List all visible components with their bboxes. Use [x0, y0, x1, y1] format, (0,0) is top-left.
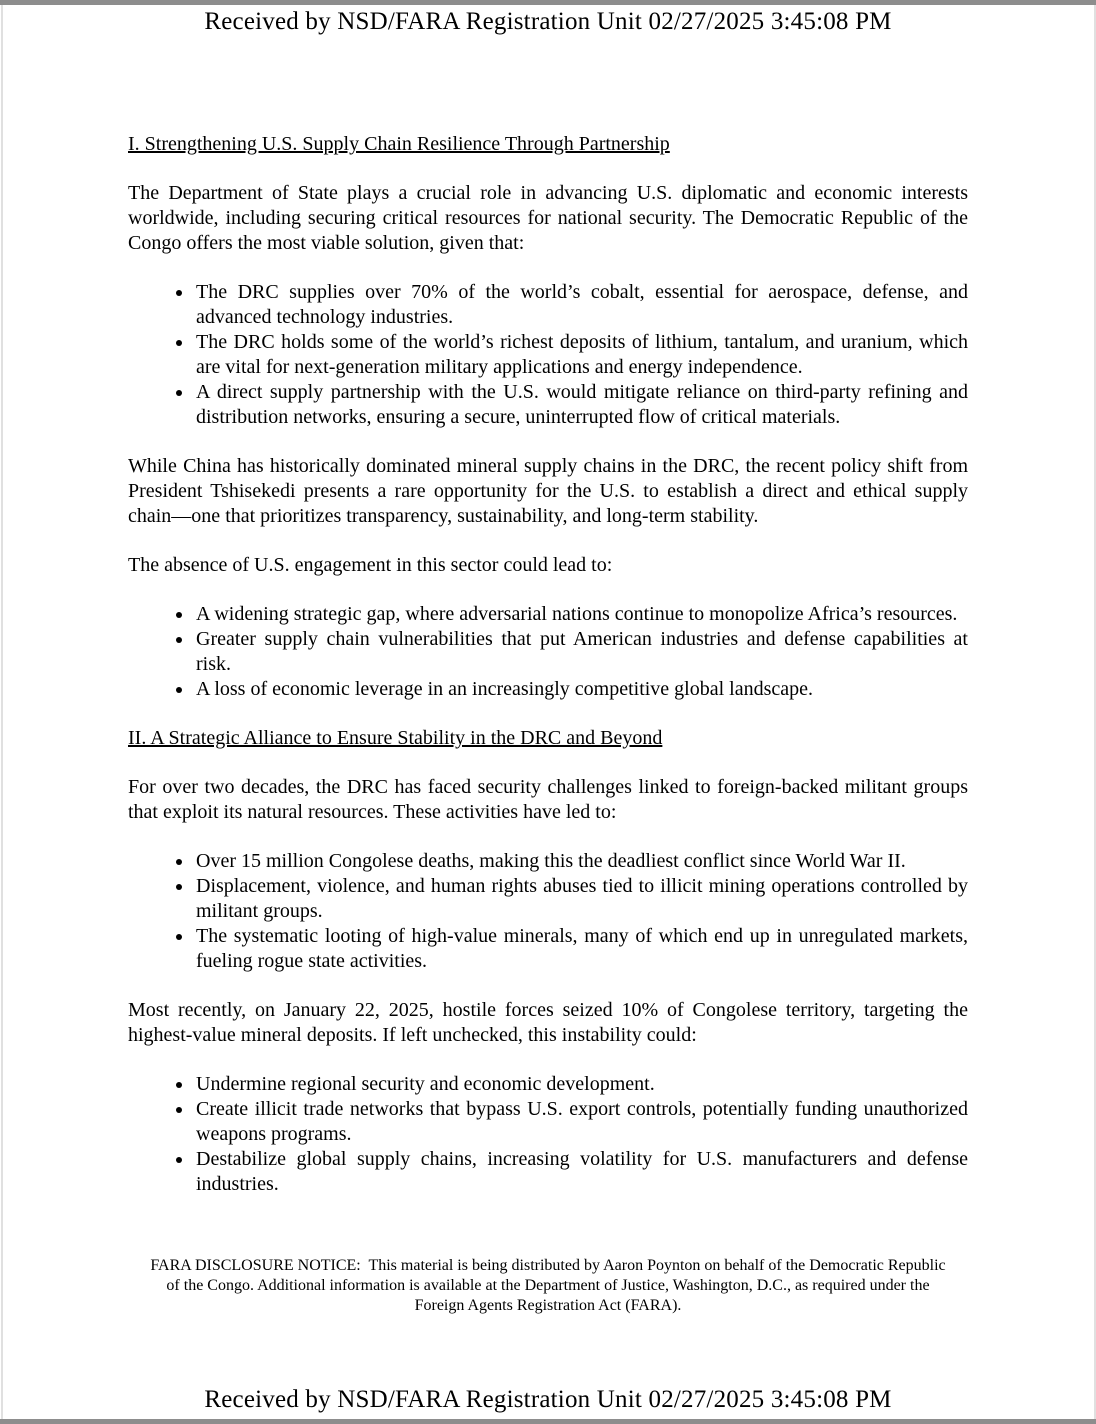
list-item: • Destabilize global supply chains, increasing volatility for U.S. manufacturers and defense industries. — [194, 1147, 968, 1197]
section-2-intro-paragraph: For over two decades, the DRC has faced security challenges linked to foreign-backed militant groups that exploit its natural resources. These activities have led to: — [128, 776, 968, 823]
section-2-bullet-list-2 — [128, 1072, 968, 1197]
list-item: • A loss of economic leverage in an increasingly competitive global landscape. — [194, 677, 968, 702]
section-2-paragraph-2: Most recently, on January 22, 2025, hostile forces seized 10% of Congolese territory, targeting the highest-value mineral deposits. If left unchecked, this instability could: — [128, 999, 968, 1046]
section-1-paragraph-3: The absence of U.S. engagement in this sector could lead to: — [128, 554, 613, 576]
list-item: • The DRC holds some of the world’s richest deposits of lithium, tantalum, and uranium, which are vital for next-generation military applications and energy independence. — [194, 330, 968, 380]
list-item: • Displacement, violence, and human rights abuses tied to illicit mining operations controlled by militant groups. — [194, 874, 968, 924]
scan-edge-left — [1, 5, 3, 1419]
list-item: • Create illicit trade networks that bypass U.S. export controls, potentially funding unauthorized weapons programs. — [194, 1097, 968, 1147]
list-item: • Greater supply chain vulnerabilities that put American industries and defense capabilities at risk. — [194, 627, 968, 677]
fara-received-stamp-footer: Received by NSD/FARA Registration Unit 02/27/2025 3:45:08 PM — [204, 1386, 892, 1413]
section-1-bullet-list-2 — [128, 602, 968, 702]
list-item: • Over 15 million Congolese deaths, making this the deadliest conflict since World War II. — [194, 849, 968, 874]
scan-edge-bottom — [0, 1419, 1096, 1424]
section-2-heading: II. A Strategic Alliance to Ensure Stability in the DRC and Beyond — [128, 727, 663, 749]
list-item: • Undermine regional security and economic development. — [194, 1072, 968, 1097]
list-item: • A direct supply partnership with the U.S. would mitigate reliance on third-party refining and distribution networks, ensuring a secure, uninterrupted flow of critical materials. — [194, 380, 968, 430]
fara-received-stamp-header: Received by NSD/FARA Registration Unit 02/27/2025 3:45:08 PM — [204, 8, 892, 35]
section-1-paragraph-2: While China has historically dominated mineral supply chains in the DRC, the recent policy shift from President Tshisekedi presents a rare opportunity for the U.S. to establish a direct and ethical supply chain—one that prioritizes transparency, sustainability, and long-term stability. — [128, 455, 968, 527]
document-body — [128, 0, 968, 1221]
section-1-bullet-list-1 — [128, 280, 968, 430]
section-2-bullet-list-1 — [128, 849, 968, 974]
section-1-heading: I. Strengthening U.S. Supply Chain Resilience Through Partnership — [128, 133, 670, 155]
list-item: • The DRC supplies over 70% of the world’s cobalt, essential for aerospace, defense, and advanced technology industries. — [194, 280, 968, 330]
list-item: • A widening strategic gap, where adversarial nations continue to monopolize Africa’s resources. — [194, 602, 968, 627]
section-1-intro-paragraph: The Department of State plays a crucial role in advancing U.S. diplomatic and economic interests worldwide, including securing critical resources for national security. The Democratic Republic of the Congo offers the most viable solution, given that: — [128, 182, 968, 254]
list-item: • The systematic looting of high-value minerals, many of which end up in unregulated markets, fueling rogue state activities. — [194, 924, 968, 974]
fara-disclosure-notice: FARA DISCLOSURE NOTICE: This material is being distributed by Aaron Poynton on behalf of the Democratic Republic of the Congo. Additional information is available at the Department of Justice, Washington, D.C., as required under the Foreign Agents Registration Act (FARA). — [150, 1257, 946, 1314]
